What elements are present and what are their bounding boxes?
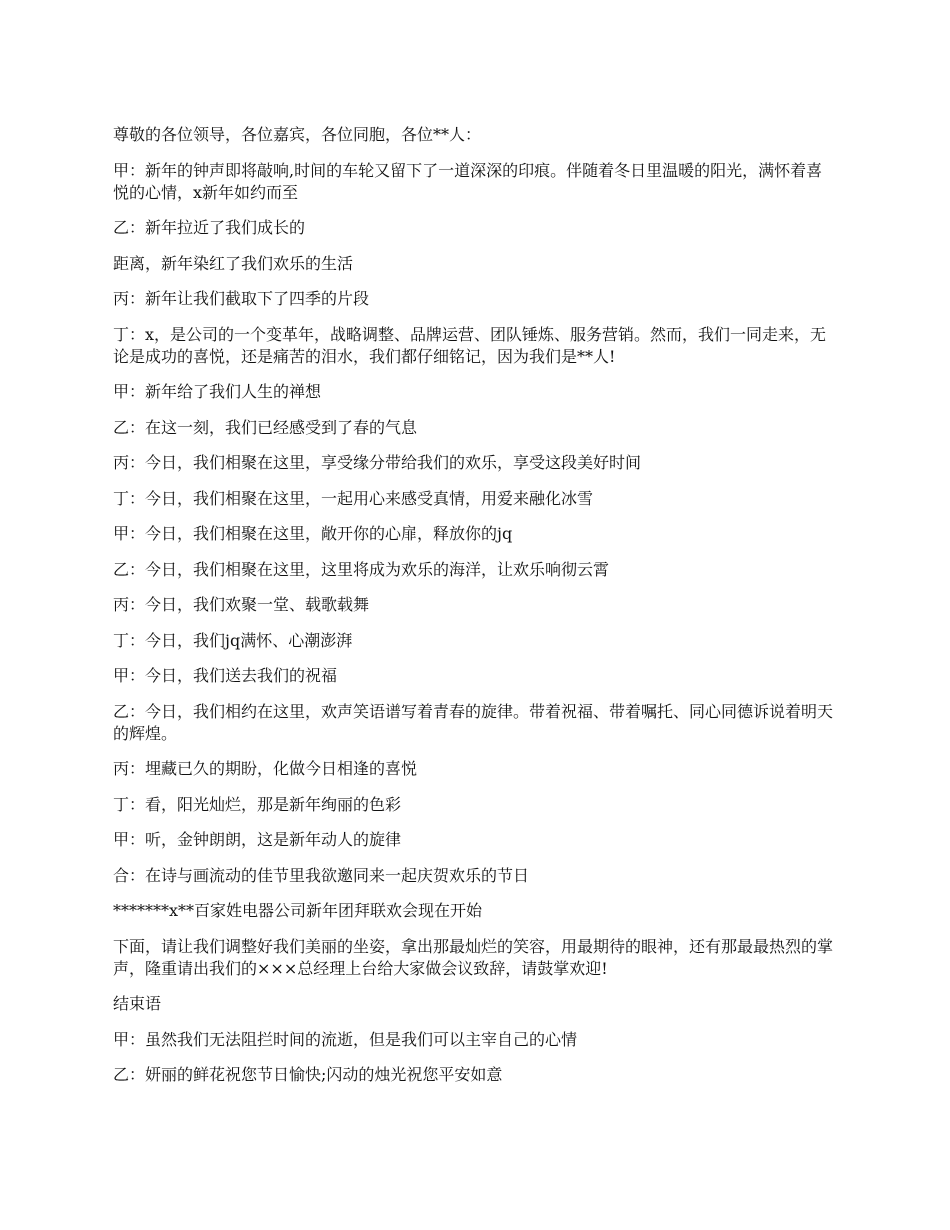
paragraph: *******x**百家姓电器公司新年团拜联欢会现在开始 <box>113 901 483 920</box>
paragraph: 丙：今日，我们相聚在这里，享受缘分带给我们的欢乐，享受这段美好时间 <box>113 453 642 472</box>
paragraph: 丁：今日，我们jq满怀、心潮澎湃 <box>113 630 353 650</box>
paragraph-greeting: 尊敬的各位领导，各位嘉宾，各位同胞，各位**人： <box>113 125 482 144</box>
paragraph: 乙：新年拉近了我们成长的 <box>113 218 306 237</box>
paragraph: 丙：新年让我们截取下了四季的片段 <box>113 289 370 308</box>
paragraph: 丙：埋藏已久的期盼，化做今日相逢的喜悦 <box>113 759 418 778</box>
paragraph: 乙：今日，我们相聚在这里，这里将成为欢乐的海洋，让欢乐响彻云霄 <box>113 559 610 579</box>
paragraph: 乙：在这一刻，我们已经感受到了春的气息 <box>113 417 418 437</box>
paragraph: 合：在诗与画流动的佳节里我欲邀同来一起庆贺欢乐的节日 <box>113 865 530 885</box>
paragraph: 丁：看，阳光灿烂，那是新年绚丽的色彩 <box>113 794 402 814</box>
paragraph: 甲：新年的钟声即将敲响,时间的车轮又留下了一道深深的印痕。伴随着冬日里温暖的阳光，满怀着喜悦的心情，x新年如约而至 <box>113 160 823 202</box>
paragraph: 甲：新年给了我们人生的禅想 <box>113 382 322 401</box>
document-body <box>113 124 838 1100</box>
paragraph: 距离，新年染红了我们欢乐的生活 <box>113 253 354 273</box>
paragraph: 乙：妍丽的鲜花祝您节日愉快;闪动的烛光祝您平安如意 <box>113 1065 503 1084</box>
paragraph: 甲：今日，我们送去我们的祝福 <box>113 666 338 685</box>
paragraph: 丙：今日，我们欢聚一堂、载歌载舞 <box>113 595 370 614</box>
paragraph: 甲：听，金钟朗朗，这是新年动人的旋律 <box>113 830 402 849</box>
paragraph: 丁：今日，我们相聚在这里，一起用心来感受真情，用爱来融化冰雪 <box>113 488 594 508</box>
section-heading: 结束语 <box>113 994 162 1013</box>
paragraph: 甲：今日，我们相聚在这里，敞开你的心扉，释放你的jq <box>113 524 513 543</box>
paragraph: 甲：虽然我们无法阻拦时间的流逝，但是我们可以主宰自己的心情 <box>113 1029 578 1049</box>
paragraph: 下面，请让我们调整好我们美丽的坐姿，拿出那最灿烂的笑容，用最期待的眼神，还有那最最热烈的掌声，隆重请出我们的×××总经理上台给大家做会议致辞，请鼓掌欢迎! <box>113 936 834 978</box>
paragraph: 乙：今日，我们相约在这里，欢声笑语谱写着青春的旋律。带着祝福、带着嘱托、同心同德诉说着明天的辉煌。 <box>113 701 834 743</box>
paragraph: 丁：x，是公司的一个变革年，战略调整、品牌运营、团队锤炼、服务营销。然而，我们一同走来，无论是成功的喜悦，还是痛苦的泪水，我们都仔细铭记，因为我们是**人! <box>113 324 827 366</box>
